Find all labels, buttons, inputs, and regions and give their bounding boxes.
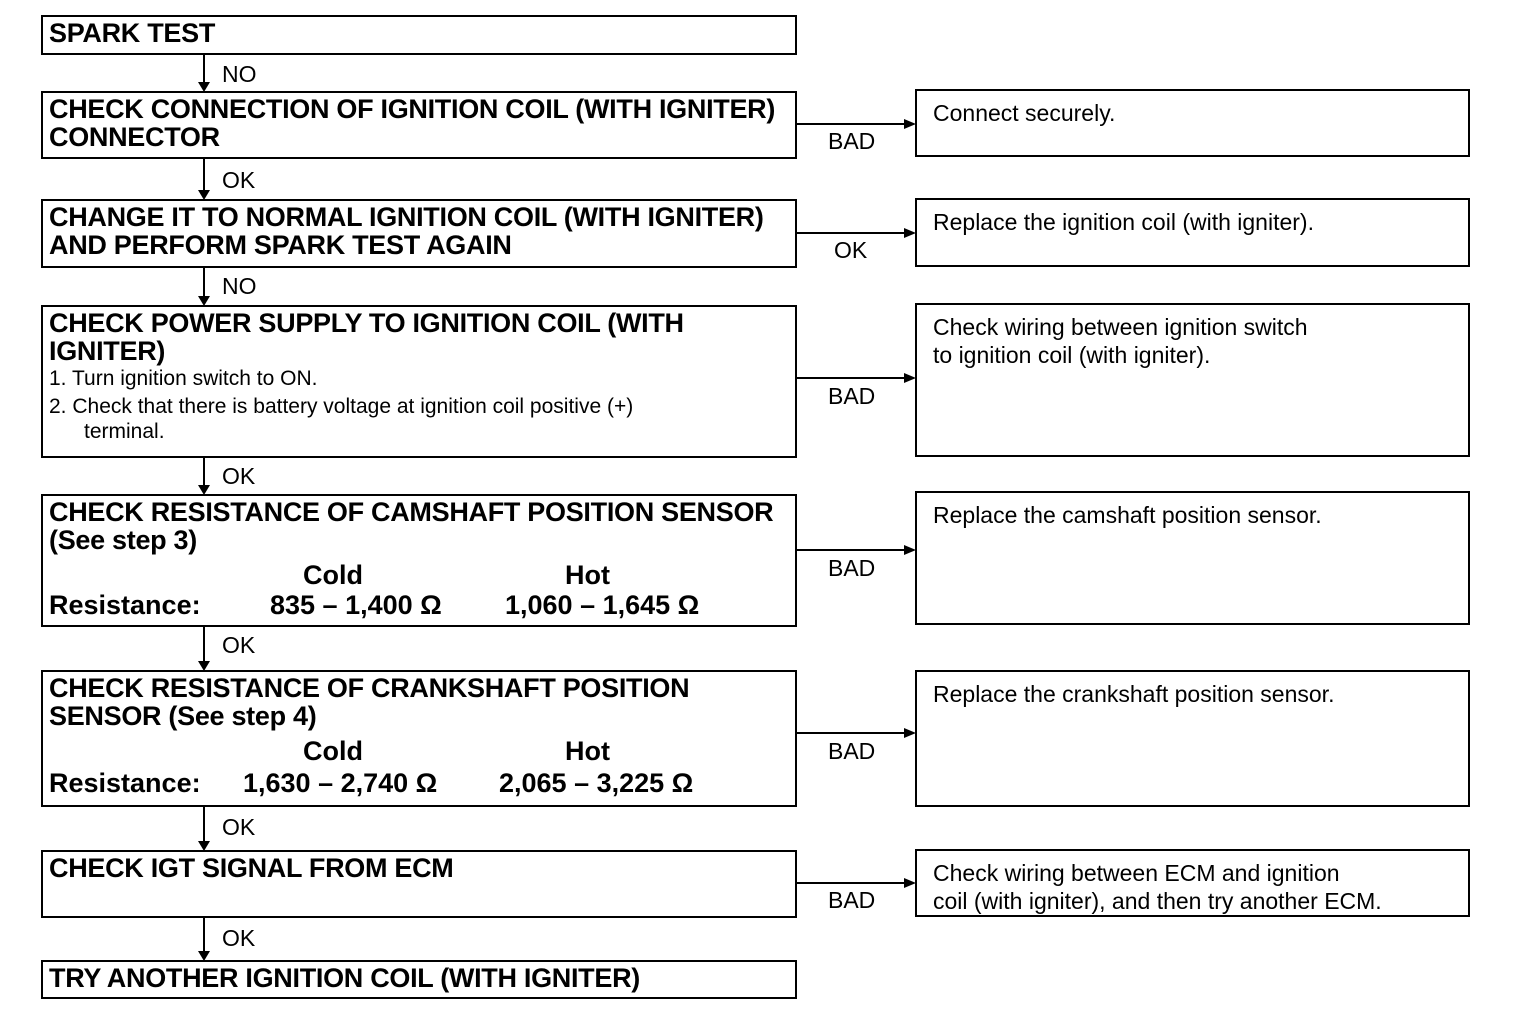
action-check-wiring-ecm [915, 849, 1470, 917]
label-connection-ok: OK [222, 167, 256, 193]
step-igt-signal [41, 850, 797, 918]
hot-resistance-value: 1,060 – 1,645 Ω [505, 590, 700, 620]
action-text: Replace the crankshaft position sensor. [933, 681, 1335, 707]
cold-header: Cold [303, 736, 363, 766]
label-camshaft-bad: BAD [828, 555, 876, 581]
action-text: Replace the ignition coil (with igniter). [933, 209, 1314, 235]
label-change-coil-no: NO [222, 273, 257, 299]
step-title: CHECK POWER SUPPLY TO IGNITION COIL (WITH IGNITER) [49, 308, 684, 366]
hot-header: Hot [565, 736, 610, 766]
label-igt-ok: OK [222, 925, 256, 951]
label-camshaft-ok: OK [222, 632, 256, 658]
step-title: CHECK CONNECTION OF IGNITION COIL (WITH IGNITER) CONNECTOR [49, 94, 776, 152]
step-title: SPARK TEST [49, 18, 216, 48]
label-crankshaft-bad: BAD [828, 738, 876, 764]
action-replace-crankshaft-sensor [915, 670, 1470, 807]
cold-header: Cold [303, 560, 363, 590]
action-text: Check wiring between ignition switch to ignition coil (with igniter). [933, 314, 1308, 368]
label-power-supply-ok: OK [222, 463, 256, 489]
cold-resistance-value: 1,630 – 2,740 Ω [243, 768, 438, 798]
step-spark-test [41, 15, 797, 55]
step-power-supply [41, 305, 797, 458]
step-crankshaft-resistance [41, 670, 797, 807]
label-connection-bad: BAD [828, 128, 876, 154]
step-try-another-coil [41, 960, 797, 999]
label-change-coil-ok: OK [834, 237, 868, 263]
step-title: CHECK RESISTANCE OF CAMSHAFT POSITION SENSOR (See step 3) [49, 497, 774, 555]
action-text: Connect securely. [933, 100, 1116, 126]
label-spark-test-no: NO [222, 61, 257, 87]
step-title: CHECK IGT SIGNAL FROM ECM [49, 853, 454, 883]
hot-resistance-value: 2,065 – 3,225 Ω [499, 768, 694, 798]
instruction-2: 2. Check that there is battery voltage at ignition coil positive (+) [49, 395, 634, 418]
step-camshaft-resistance [41, 494, 797, 627]
hot-header: Hot [565, 560, 610, 590]
action-check-wiring-switch [915, 303, 1470, 457]
action-replace-camshaft-sensor [915, 491, 1470, 625]
label-igt-bad: BAD [828, 887, 876, 913]
step-title: CHANGE IT TO NORMAL IGNITION COIL (WITH IGNITER) AND PERFORM SPARK TEST AGAIN [49, 202, 764, 260]
resistance-label: Resistance: [49, 590, 201, 620]
resistance-label: Resistance: [49, 768, 201, 798]
step-change-coil [41, 199, 797, 268]
step-title: CHECK RESISTANCE OF CRANKSHAFT POSITION SENSOR (See step 4) [49, 673, 690, 731]
step-title: TRY ANOTHER IGNITION COIL (WITH IGNITER) [49, 963, 640, 993]
action-text: Check wiring between ECM and ignition coil (with igniter), and then try another ECM. [933, 860, 1382, 914]
step-check-connection [41, 91, 797, 159]
instruction-2-continued: terminal. [84, 420, 165, 443]
instruction-1: 1. Turn ignition switch to ON. [49, 367, 318, 390]
action-text: Replace the camshaft position sensor. [933, 502, 1322, 528]
cold-resistance-value: 835 – 1,400 Ω [270, 590, 442, 620]
action-connect-securely [915, 89, 1470, 157]
label-crankshaft-ok: OK [222, 814, 256, 840]
action-replace-coil [915, 198, 1470, 267]
label-power-supply-bad: BAD [828, 383, 876, 409]
